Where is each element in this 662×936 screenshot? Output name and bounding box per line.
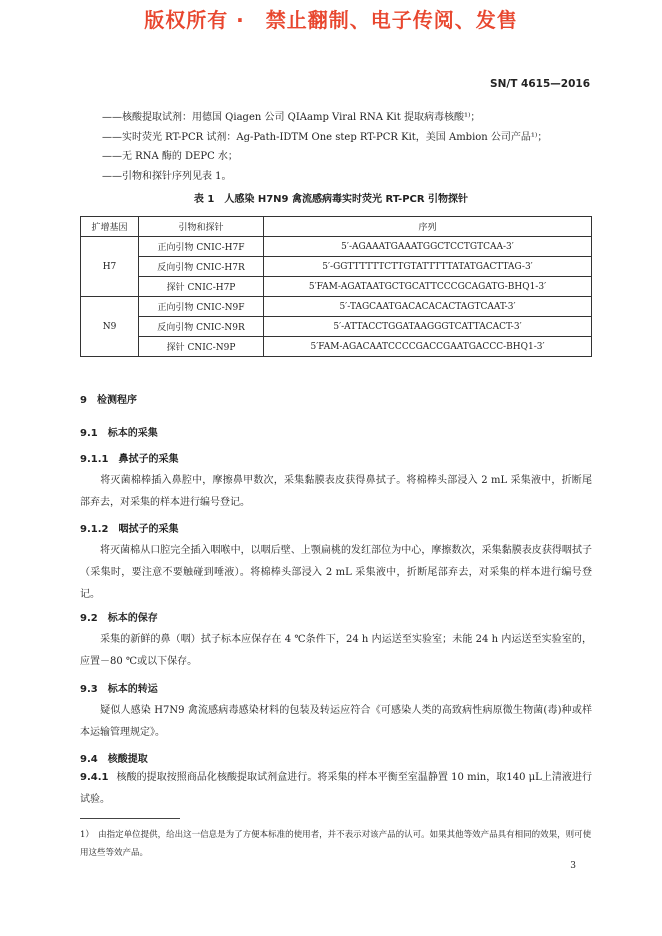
footnote-divider xyxy=(80,818,180,819)
primer-sequence: 5′-ATTACCTGGATAAGGGTCATTACACT-3′ xyxy=(264,317,592,337)
primer-name: 探针 CNIC-H7P xyxy=(139,277,264,297)
primer-name: 正向引物 CNIC-N9F xyxy=(139,297,264,317)
table-title: 表 1 人感染 H7N9 禽流感病毒实时荧光 RT-PCR 引物探针 xyxy=(193,194,469,205)
gene-cell: H7 xyxy=(81,237,139,297)
table-header-row xyxy=(81,217,592,237)
footnote: 1） 由指定单位提供，给出这一信息是为了方便本标准的使用者，并不表示对该产品的认可。如果其他等效产品具有相同的效果，则可使用这些等效产品。 xyxy=(80,830,592,858)
clause-number: 9.4.1 xyxy=(80,772,109,783)
primer-sequence: 5′-TAGCAATGACACACACTAGTCAAT-3′ xyxy=(264,297,592,317)
table-row xyxy=(81,337,592,357)
standard-number: SN/T 4615—2016 xyxy=(490,78,590,90)
primer-name: 探针 CNIC-N9P xyxy=(139,337,264,357)
table-row xyxy=(81,277,592,297)
paragraph: 疑似人感染 H7N9 禽流感病毒感染材料的包装及转运应符合《可感染人类的高致病性病原微生物菌(毒)种或样本运输管理规定》。 xyxy=(80,705,592,738)
reagent-item: ——核酸提取试剂：用德国 Qiagen 公司 QIAamp Viral RNA Kit 提取病毒核酸¹⁾； xyxy=(102,112,481,123)
table-row xyxy=(81,297,592,317)
section-heading: 9.1.1 鼻拭子的采集 xyxy=(80,454,179,465)
page-number: 3 xyxy=(570,861,576,871)
header-primer: 引物和探针 xyxy=(139,217,264,237)
primer-name: 正向引物 CNIC-H7F xyxy=(139,237,264,257)
primer-name: 反向引物 CNIC-N9R xyxy=(139,317,264,337)
reagent-item: ——引物和探针序列见表 1。 xyxy=(102,170,232,182)
section-heading: 9 检测程序 xyxy=(80,395,137,406)
reagent-item: ——无 RNA 酶的 DEPC 水； xyxy=(102,151,238,162)
primer-table xyxy=(80,216,592,357)
header-gene: 扩增基因 xyxy=(81,217,139,237)
watermark: 版权所有 · 禁止翻制、电子传阅、发售 xyxy=(144,8,518,32)
paragraph: 将灭菌棉棒插入鼻腔中，摩擦鼻甲数次，采集黏膜表皮获得鼻拭子。将棉棒头部浸入 2 mL 采集液中，折断尾部弃去，对采集的样本进行编号登记。 xyxy=(80,475,592,508)
section-heading: 9.1 标本的采集 xyxy=(80,428,158,439)
table-row xyxy=(81,237,592,257)
section-heading: 9.2 标本的保存 xyxy=(80,613,158,624)
paragraph: 9.4.1 核酸的提取按照商品化核酸提取试剂盒进行。将采集的样本平衡至室温静置 10 min，取140 μL上清液进行试验。 xyxy=(80,772,592,805)
primer-name: 反向引物 CNIC-H7R xyxy=(139,257,264,277)
paragraph: 将灭菌棉从口腔完全插入咽喉中，以咽后壁、上颚扁桃的发红部位为中心，摩擦数次，采集黏膜表皮获得咽拭子（采集时，要注意不要触碰到唾液）。将棉棒头部浸入 2 mL 采集液中，折断尾部弃去，对采集的样本进行编号登记。 xyxy=(80,545,592,600)
gene-cell: N9 xyxy=(81,297,139,357)
table-row xyxy=(81,317,592,337)
section-heading: 9.3 标本的转运 xyxy=(80,684,158,695)
header-sequence: 序列 xyxy=(264,217,592,237)
reagent-list xyxy=(102,108,547,186)
reagent-item: ——实时荧光 RT-PCR 试剂：Ag-Path-IDTM One step RT-PCR Kit，美国 Ambion 公司产品¹⁾； xyxy=(102,131,548,143)
primer-sequence: 5′-AGAAATGAAATGGCTCCTGTCAA-3′ xyxy=(264,237,592,257)
paragraph: 采集的新鲜的鼻（咽）拭子标本应保存在 4 ℃条件下，24 h 内运送至实验室；未能 24 h 内运送至实验室的，应置－80 ℃或以下保存。 xyxy=(80,634,592,667)
section-heading: 9.1.2 咽拭子的采集 xyxy=(80,524,179,535)
table-row xyxy=(81,257,592,277)
section-heading: 9.4 核酸提取 xyxy=(80,754,148,765)
primer-sequence: 5′FAM-AGACAATCCCCGACCGAATGACCC-BHQ1-3′ xyxy=(264,337,592,357)
primer-sequence: 5′-GGTTTTTTCTTGTATTTTTATATGACTTAG-3′ xyxy=(264,257,592,277)
primer-sequence: 5′FAM-AGATAATGCTGCATTCCCGCAGATG-BHQ1-3′ xyxy=(264,277,592,297)
